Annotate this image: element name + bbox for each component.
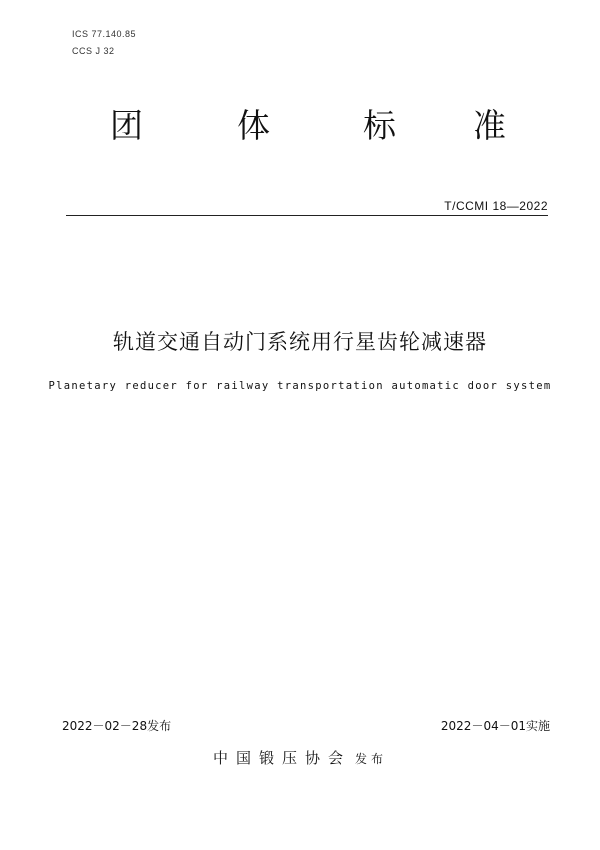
issuer-suffix: 发布 <box>355 752 388 766</box>
ics-code: ICS 77.140.85 <box>72 29 137 39</box>
issuer-organization: 中国锻压协会 <box>212 749 351 767</box>
header-divider <box>66 215 548 216</box>
title-char-3: 标 <box>363 106 396 145</box>
title-char-2: 体 <box>237 106 270 145</box>
document-title-chinese: 轨道交通自动门系统用行星齿轮减速器 <box>113 330 487 354</box>
title-char-4: 准 <box>473 106 506 145</box>
standard-number: T/CCMI 18—2022 <box>444 199 548 213</box>
implementation-date: 2022－04－01实施 <box>440 719 550 733</box>
document-title-english: Planetary reducer for railway transportation automatic door system <box>48 380 552 392</box>
issuer-line <box>0 747 600 768</box>
title-char-1: 团 <box>110 106 143 145</box>
ccs-code: CCS J 32 <box>72 46 115 56</box>
standard-type-title <box>0 104 600 148</box>
issue-date: 2022－02－28发布 <box>62 719 172 733</box>
